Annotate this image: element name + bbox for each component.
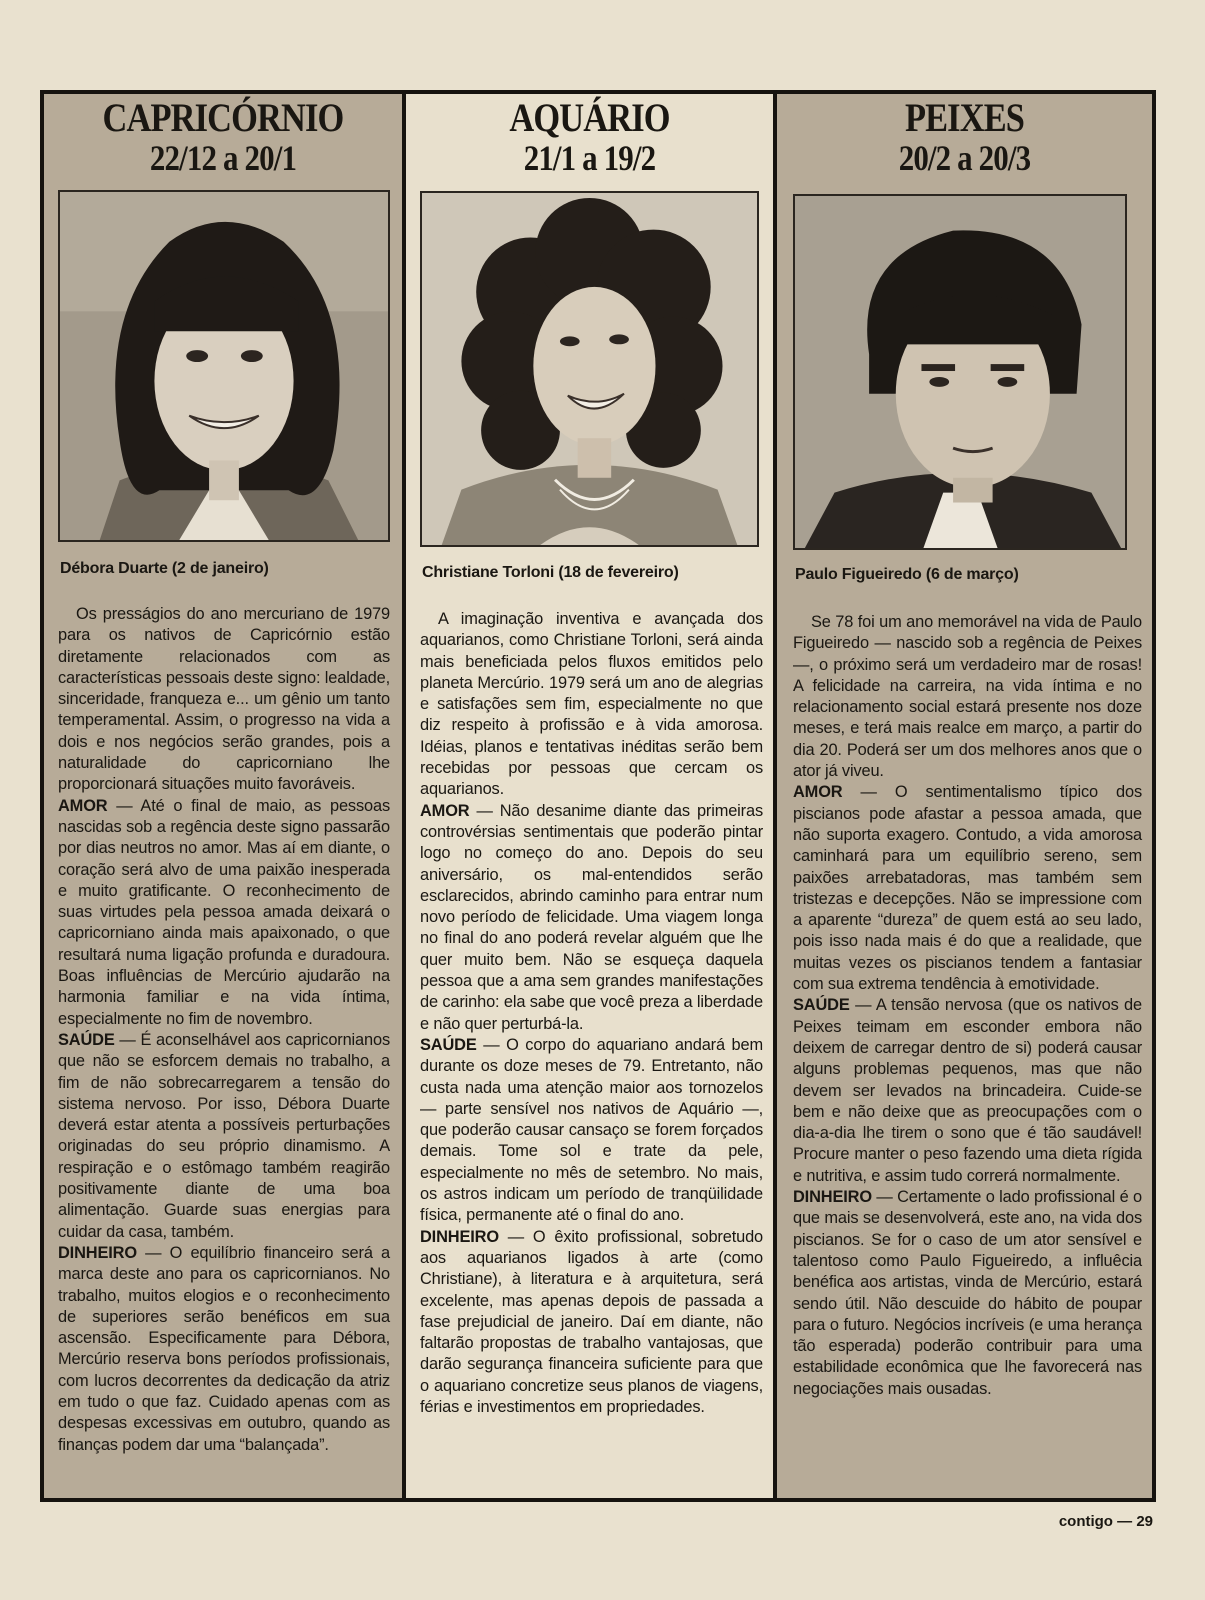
dinheiro-label: DINHEIRO [793, 1188, 872, 1207]
amor-paragraph [793, 782, 1142, 995]
portrait-photo [793, 194, 1127, 550]
intro-paragraph: A imaginação inventiva e avançada dos aquarianos, como Christiane Torloni, será ainda mais beneficiada pelos fluxos emitidos pelo planeta Mercúrio. 1979 será um ano de alegrias e satisfações sem fim, especialmente no que diz respeito à profissão e à vida amorosa. Idéias, planos e tentativas inéditas serão bem recebidas por pessoas que cercam os aquarianos. [420, 610, 763, 799]
horoscope-text [58, 604, 390, 1456]
horoscope-frame [40, 90, 1156, 1502]
sign-title: CAPRICÓRNIO [102, 95, 344, 140]
amor-text: — Não desanime diante das primeiras controvérsias sentimentais que poderão pintar logo no começo do ano. Depois do seu aniversário, os mal-entendidos serão esclarecidos, abrindo caminho para entrar num novo período de felicidade. Uma viagem longa no final do ano poderá revelar alguém que lhe quer muito bem. Não se esqueça daquela pessoa que a ama sem grandes manifestações de carinho: ela sabe que você preza a liberdade e não quer perturbá-la. [420, 801, 763, 1033]
sign-title: AQUÁRIO [509, 95, 670, 140]
amor-text: — O sentimentalismo típico dos piscianos pode afastar a pessoa amada, que não suporta exagero. Contudo, a vida amorosa caminhará para um equilíbrio sereno, sem paixões arrebatadoras, mas também sem tristezas e decepções. Não se impressione com a aparente “dureza” de quem está ao seu lado, pois isso nada mais é do que a realidade, que muitas vezes os piscianos tendem a fantasiar com sua extrema tendência à emotividade. [793, 783, 1142, 994]
saude-text: — A tensão nervosa (que os nativos de Peixes teimam em esconder embora não deixem de carregar dentro de si) poderá causar alguns problemas pequenos, mas que não devem ser levados na brincadeira. Cuide-se bem e não deixe que as preocupações com o dia-a-dia lhe tirem o sono que é tão saudável! Procure manter o peso fazendo uma dieta rígida e nutritiva, e assim tudo correrá normalmente. [793, 996, 1142, 1185]
photo-caption: Christiane Torloni (18 de fevereiro) [422, 564, 679, 581]
horoscope-text [420, 609, 763, 1418]
saude-paragraph [58, 1030, 390, 1243]
amor-label: AMOR [793, 783, 843, 802]
amor-paragraph [420, 801, 763, 1035]
sign-dates: 20/2 a 20/3 [898, 138, 1031, 178]
amor-paragraph [58, 796, 390, 1030]
saude-text: — O corpo do aquariano andará bem durante os doze meses de 79. Entretanto, não custa nada uma atenção maior aos tornozelos — parte sensível nos nativos de Aquário —, que poderão causar cansaço se forem forçados demais. Tome sol e trate da pele, especialmente no mês de setembro. No mais, os astros indicam um período de tranqüilidade física, permanente até o final do ano. [420, 1035, 763, 1225]
portrait-photo [58, 190, 390, 542]
horoscope-text [793, 612, 1142, 1400]
dinheiro-label: DINHEIRO [420, 1227, 499, 1246]
amor-text: — Até o final de maio, as pessoas nascidas sob a regência deste signo passarão por dias neutros no amor. Mas aí em diante, o coração será alvo de uma paixão inesperada e muito gratificante. O reconhecimento de suas virtudes pela pessoa amada deixará o capricorniano ainda mais apaixonado, o que resultará numa ligação profunda e duradoura. Boas influências de Mercúrio ajudarão na harmonia familiar e na vida íntima, especialmente no fim de novembro. [58, 796, 390, 1028]
dinheiro-paragraph [420, 1227, 763, 1419]
dinheiro-paragraph [793, 1187, 1142, 1400]
sign-title: PEIXES [904, 95, 1025, 140]
magazine-name: contigo [1058, 1513, 1113, 1530]
amor-label: AMOR [420, 801, 470, 820]
portrait-woman-bob-illustration [60, 192, 388, 540]
photo-caption: Paulo Figueiredo (6 de março) [795, 566, 1019, 583]
dinheiro-text: — Certamente o lado profissional é o que mais se desenvolverá, este ano, na vida dos piscianos. Se for o caso de um ator sensível e talentoso como Paulo Figueiredo, a influêcia benéfica aos artistas, vinda de Mercúrio, estará sendo útil. Não descuide do hábito de poupar para o futuro. Negócios incríveis (e uma herança tão esperada) poderão contribuir para uma estabilidade econômica que lhe favorecerá nas negociações mais ousadas. [793, 1188, 1142, 1398]
saude-paragraph [420, 1035, 763, 1227]
column-aquario [406, 94, 777, 1498]
page-footer [1059, 1513, 1153, 1530]
saude-label: SAÚDE [58, 1030, 115, 1049]
dinheiro-paragraph [58, 1243, 390, 1456]
intro-paragraph: Os presságios do ano mercuriano de 1979 para os nativos de Capricórnio estão diretamente relacionados com as características pessoais deste signo: lealdade, sinceridade, franqueza e... um gênio um tanto temperamental. Assim, o progresso na vida a dois e nos negócios serão grandes, pois a naturalidade do capricorniano lhe proporcionará situações muito favoráveis. [58, 605, 390, 794]
dinheiro-label: DINHEIRO [58, 1243, 137, 1262]
portrait-man-suit-illustration [795, 196, 1125, 548]
saude-label: SAÚDE [420, 1035, 477, 1054]
photo-caption: Débora Duarte (2 de janeiro) [60, 560, 269, 577]
column-peixes [777, 94, 1152, 1498]
dinheiro-text: — O êxito profissional, sobretudo aos aquarianos ligados à arte (como Christiane), à literatura e à arquitetura, será excelente, mas apenas depois de passada a fase prejudicial de janeiro. Daí em diante, não faltarão propostas de trabalho vantajosas, que darão segurança financeira suficiente para que o aquariano concretize seus planos de viagens, férias e investimentos em propriedades. [420, 1227, 763, 1416]
portrait-woman-curly-hair-illustration [422, 193, 757, 545]
saude-label: SAÚDE [793, 996, 850, 1015]
saude-text: — É aconselhável aos capricornianos que não se esforcem demais no trabalho, a fim de não sobrecarregarem a tensão do sistema nervoso. Por isso, Débora Duarte deverá estar atenta a possíveis perturbações originadas do seu próprio dinamismo. A respiração e o estômago também reagirão positivamente diante de uma boa alimentação. Guarde suas energias para cuidar da casa, também. [58, 1030, 390, 1241]
column-capricornio [44, 94, 406, 1498]
intro-paragraph: Se 78 foi um ano memorável na vida de Paulo Figueiredo — nascido sob a regência de Peixes —, o próximo será um verdadeiro mar de rosas! A felicidade na carreira, na vida íntima e no relacionamento social estará presente nos doze meses, e terá mais realce em março, a partir do dia 20. Poderá ser um dos melhores anos que o ator já viveu. [793, 613, 1142, 781]
sign-dates: 21/1 a 19/2 [523, 138, 656, 178]
page-number: 29 [1136, 1513, 1153, 1530]
sign-dates: 22/12 a 20/1 [149, 138, 297, 178]
dinheiro-text: — O equilíbrio financeiro será a marca deste ano para os capricornianos. No trabalho, muitos elogios e o reconhecimento de superiores serão benéficos em sua ascensão. Especificamente para Débora, Mercúrio reserva bons períodos profissionais, com lucros decorrentes da dedicação da atriz em tudo o que faz. Cuidado apenas com as despesas excessivas em outubro, quando as finanças podem dar uma “balançada”. [58, 1243, 390, 1454]
amor-label: AMOR [58, 796, 108, 815]
footer-separator: — [1117, 1513, 1133, 1530]
portrait-photo [420, 191, 759, 547]
saude-paragraph [793, 995, 1142, 1187]
